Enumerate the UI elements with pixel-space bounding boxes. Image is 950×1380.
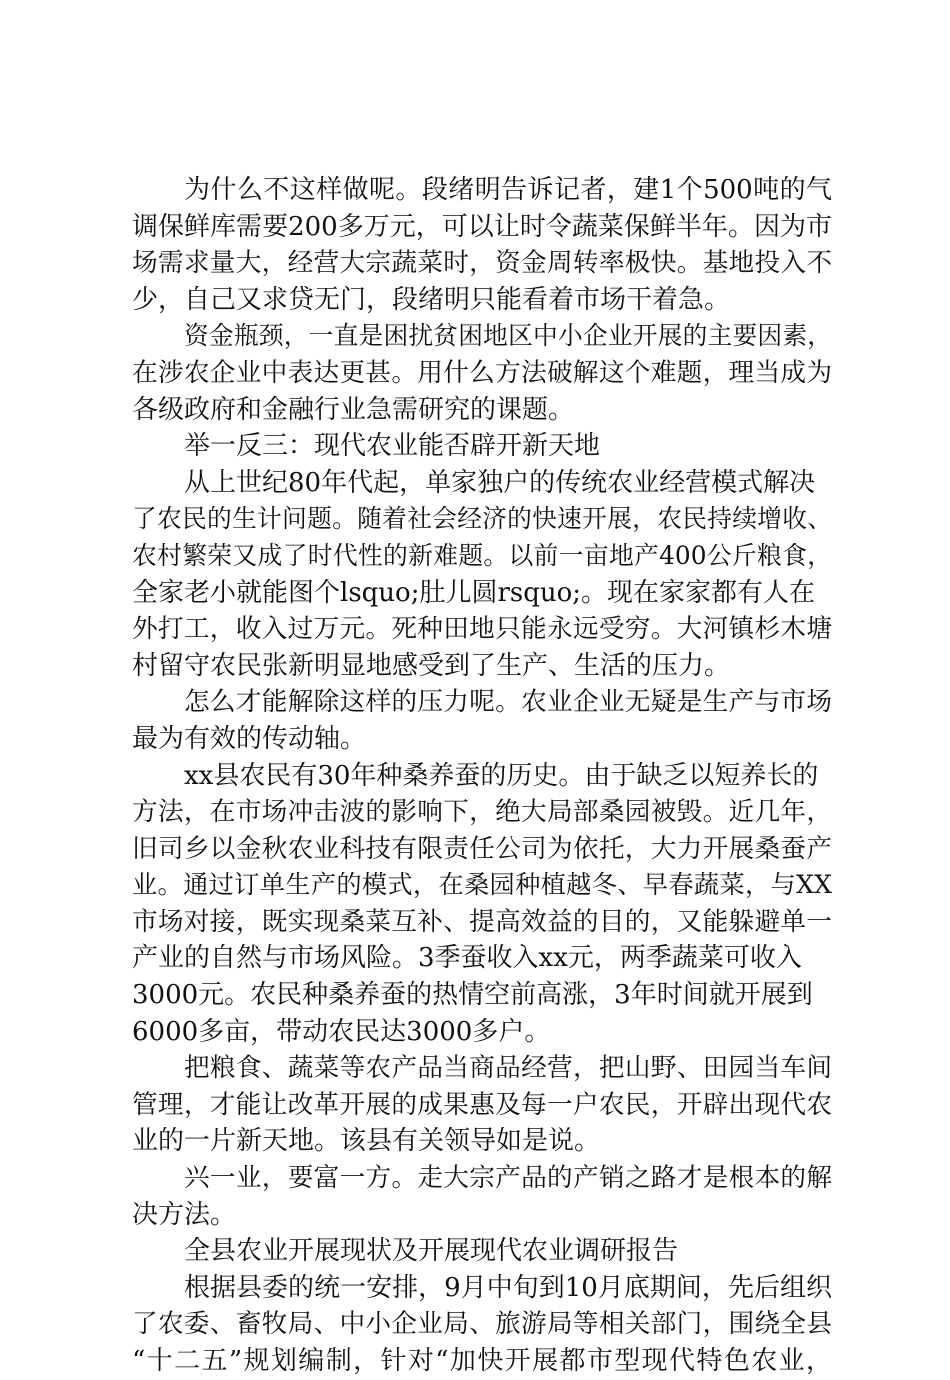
text-line: 举一反三：现代农业能否辟开新天地 xyxy=(184,431,601,462)
paragraph-6 xyxy=(132,1050,832,1160)
text-line: 3000元。农民种桑养蚕的热情空前高涨，3年时间就开展到 xyxy=(132,980,813,1011)
text-line: 在涉农企业中表达更甚。用什么方法破解这个难题，理当成为 xyxy=(132,357,832,388)
paragraph-5 xyxy=(132,758,832,1051)
text-line: 少，自己又求贷无门，段绪明只能看着市场干着急。 xyxy=(132,284,731,315)
text-line: “十二五”规划编制，针对“加快开展都市型现代特色农业， xyxy=(132,1346,832,1376)
text-line: 业。通过订单生产的模式，在桑园种植越冬、早春蔬菜，与XX xyxy=(132,870,832,900)
section-heading-1 xyxy=(132,428,832,465)
text-line: 农村繁荣又成了时代性的新难题。以前一亩地产400公斤粮食， xyxy=(132,540,832,570)
text-line: 全家老小就能图个lsquo;肚儿圆rsquo;。现在家家都有人在 xyxy=(132,577,816,608)
section-heading-2 xyxy=(132,1233,832,1270)
document-body xyxy=(132,172,832,1380)
text-line: 旧司乡以金秋农业科技有限责任公司为依托，大力开展桑蚕产 xyxy=(132,833,832,864)
text-line: 为什么不这样做呢。段绪明告诉记者，建1个500吨的气 xyxy=(184,175,832,205)
paragraph-7 xyxy=(132,1160,832,1233)
text-line: 了农民的生计问题。随着社会经济的快速开展，农民持续增收、 xyxy=(132,504,832,534)
text-line: 管理，才能让改革开展的成果惠及每一户农民，开辟出现代农 xyxy=(132,1089,832,1120)
paragraph-3 xyxy=(132,465,832,685)
text-line: 方法，在市场冲击波的影响下，绝大局部桑园被毁。近几年， xyxy=(132,797,832,828)
text-line: 产业的自然与市场风险。3季蚕收入xx元，两季蔬菜可收入 xyxy=(132,943,802,974)
paragraph-8 xyxy=(132,1270,832,1380)
text-line: 从上世纪80年代起，单家独户的传统农业经营模式解决 xyxy=(184,467,816,498)
text-line: 把粮食、蔬菜等农产品当商品经营，把山野、田园当车间 xyxy=(184,1053,832,1084)
text-line: 根据县委的统一安排，9月中旬到10月底期间，先后组织 xyxy=(184,1272,832,1303)
text-line: 调保鲜库需要200多万元，可以让时令蔬菜保鲜半年。因为市 xyxy=(132,211,832,242)
paragraph-4 xyxy=(132,684,832,757)
text-line: 全县农业开展现状及开展现代农业调研报告 xyxy=(184,1236,679,1267)
text-line: 怎么才能解除这样的压力呢。农业企业无疑是生产与市场 xyxy=(184,687,832,718)
text-line: 兴一业，要富一方。走大宗产品的产销之路才是根本的解 xyxy=(184,1163,832,1194)
text-line: 各级政府和金融行业急需研究的课题。 xyxy=(132,394,575,425)
text-line: 资金瓶颈，一直是困扰贫困地区中小企业开展的主要因素， xyxy=(184,321,832,351)
text-line: 6000多亩，带动农民达3000多户。 xyxy=(132,1016,551,1047)
text-line: 村留守农民张新明显地感受到了生产、生活的压力。 xyxy=(132,650,731,681)
text-line: 市场对接，既实现桑菜互补、提高效益的目的，又能躲避单一 xyxy=(132,906,832,937)
paragraph-2 xyxy=(132,318,832,428)
text-line: 了农委、畜牧局、中小企业局、旅游局等相关部门，围绕全县 xyxy=(132,1309,832,1340)
text-line: 最为有效的传动轴。 xyxy=(132,723,367,754)
text-line: 决方法。 xyxy=(132,1199,237,1230)
text-line: xx县农民有30年种桑养蚕的历史。由于缺乏以短养长的 xyxy=(184,760,819,791)
text-line: 业的一片新天地。该县有关领导如是说。 xyxy=(132,1126,601,1157)
text-line: 场需求量大，经营大宗蔬菜时，资金周转率极快。基地投入不 xyxy=(132,248,832,279)
paragraph-1 xyxy=(132,172,832,318)
text-line: 外打工，收入过万元。死种田地只能永远受穷。大河镇杉木塘 xyxy=(132,614,832,645)
